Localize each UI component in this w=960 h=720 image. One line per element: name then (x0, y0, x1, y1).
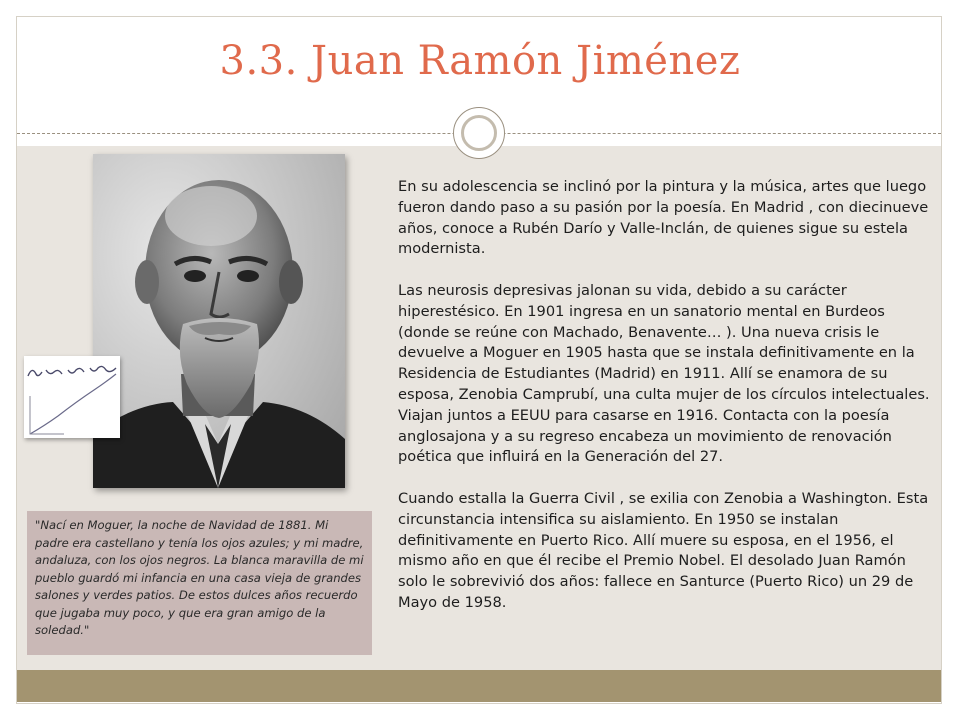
paragraph-1: En su adolescencia se inclinó por la pintura y la música, artes que luego fueron dando paso a su pasión por la poesía. En Madrid , con diecinueve años, conoce a Rubén Darío y Valle-Inclán, de quienes sigue su estela modernista. (398, 178, 929, 258)
circle-ornament-icon (453, 107, 505, 159)
quote-box: "Nací en Moguer, la noche de Navidad de 1881. Mi padre era castellano y tenía los ojos azules; y mi madre, andaluza, con los ojos negros. La blanca maravilla de mi pueblo guardó mi infancia en una casa vieja de grandes salones y verdes patios. De estos dulces años recuerdo que jugaba muy poco, y que era gran amigo de la soledad." (27, 511, 372, 655)
portrait-illustration (93, 154, 345, 488)
body-text (398, 177, 938, 635)
footer-bar (17, 670, 941, 702)
signature-drawing (24, 356, 120, 438)
paragraph-2: Las neurosis depresivas jalonan su vida, debido a su carácter hiperestésico. En 1901 ingresa en un sanatorio mental en Burdeos (donde se reúne con Machado, Benavente… ). Una nueva crisis le devuelve a Moguer en 1905 hasta que se instala definitivamente en la Residencia de Estudiantes (Madrid) en 1911. Allí se enamora de su esposa, Zenobia Camprubí, una culta mujer de los círculos intelectuales. Viajan juntos a EEUU para casarse en 1916. Contacta con la poesía anglosajona y a su regreso encabeza un movimiento de renovación poética que influirá en la Generación del 27. (398, 281, 930, 466)
paragraph-3: Cuando estalla la Guerra Civil , se exilia con Zenobia a Washington. Esta circunstancia intensifica su aislamiento. En 1950 se instalan definitivamente en Puerto Rico. Allí muere su esposa, en el 1956, el mismo año en que él recibe el Premio Nobel. El desolado Juan Ramón solo le sobrevivió dos años: fallece en Santurce (Puerto Rico) un 29 de Mayo de 1958. (398, 489, 929, 611)
portrait-photo (93, 154, 345, 488)
slide-title: 3.3. Juan Ramón Jiménez (219, 38, 741, 84)
signature-image (24, 356, 120, 438)
